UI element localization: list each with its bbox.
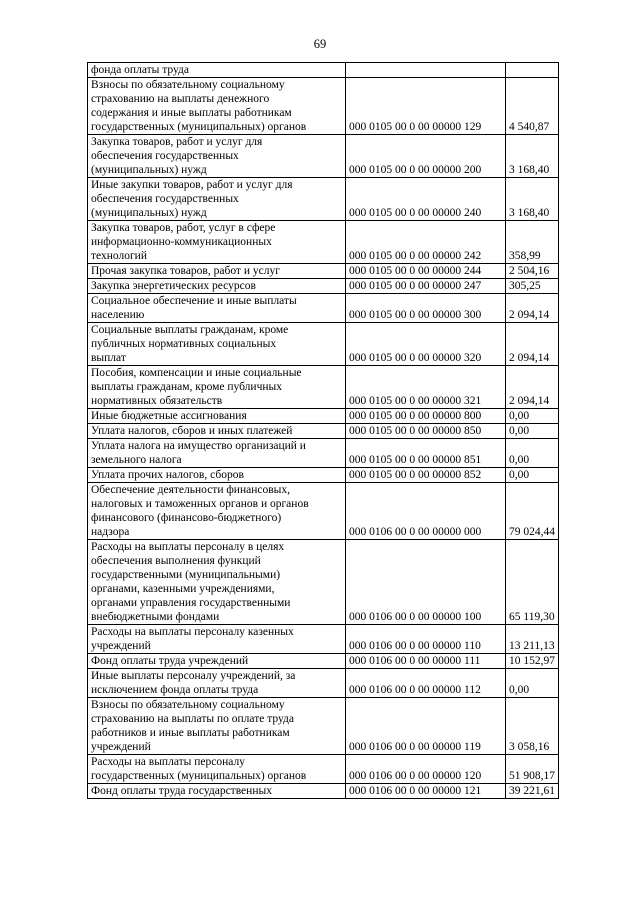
row-name-cell: Пособия, компенсации и иные социальные выплаты гражданам, кроме публичных нормативных обязательств — [88, 366, 346, 409]
table-body — [88, 63, 559, 799]
row-amount-cell: 0,00 — [506, 669, 559, 698]
row-code-cell: 000 0105 00 0 00 00000 851 — [346, 439, 506, 468]
row-amount-cell: 65 119,30 — [506, 540, 559, 625]
row-amount-cell: 3 168,40 — [506, 178, 559, 221]
row-name-cell: Иные выплаты персоналу учреждений, за исключением фонда оплаты труда — [88, 669, 346, 698]
table-row — [88, 424, 559, 439]
row-code-cell: 000 0105 00 0 00 00000 200 — [346, 135, 506, 178]
row-amount-cell: 2 094,14 — [506, 366, 559, 409]
row-amount-cell: 305,25 — [506, 279, 559, 294]
row-name-cell: Иные бюджетные ассигнования — [88, 409, 346, 424]
row-code-cell: 000 0105 00 0 00 00000 850 — [346, 424, 506, 439]
table-row — [88, 279, 559, 294]
row-amount-cell: 0,00 — [506, 468, 559, 483]
table-row — [88, 135, 559, 178]
table-row — [88, 323, 559, 366]
row-name-cell: Закупка товаров, работ и услуг для обеспечения государственных (муниципальных) нужд — [88, 135, 346, 178]
row-code-cell — [346, 63, 506, 78]
row-code-cell: 000 0105 00 0 00 00000 247 — [346, 279, 506, 294]
row-amount-cell: 2 504,16 — [506, 264, 559, 279]
row-name-cell: Обеспечение деятельности финансовых, налоговых и таможенных органов и органов финансового (финансово-бюджетного) надзора — [88, 483, 346, 540]
row-amount-cell: 0,00 — [506, 439, 559, 468]
row-code-cell: 000 0106 00 0 00 00000 111 — [346, 654, 506, 669]
row-code-cell: 000 0106 00 0 00 00000 119 — [346, 698, 506, 755]
table-row — [88, 63, 559, 78]
row-name-cell: Социальное обеспечение и иные выплаты населению — [88, 294, 346, 323]
row-name-cell: Закупка товаров, работ, услуг в сфере информационно-коммуникационных технологий — [88, 221, 346, 264]
row-code-cell: 000 0105 00 0 00 00000 244 — [346, 264, 506, 279]
row-name-cell: Иные закупки товаров, работ и услуг для обеспечения государственных (муниципальных) нужд — [88, 178, 346, 221]
row-code-cell: 000 0106 00 0 00 00000 112 — [346, 669, 506, 698]
row-amount-cell: 39 221,61 — [506, 784, 559, 799]
budget-table — [87, 62, 559, 799]
row-amount-cell: 13 211,13 — [506, 625, 559, 654]
row-amount-cell — [506, 63, 559, 78]
row-amount-cell: 3 058,16 — [506, 698, 559, 755]
table-row — [88, 178, 559, 221]
row-code-cell: 000 0106 00 0 00 00000 000 — [346, 483, 506, 540]
row-code-cell: 000 0106 00 0 00 00000 120 — [346, 755, 506, 784]
table-row — [88, 698, 559, 755]
row-code-cell: 000 0105 00 0 00 00000 129 — [346, 78, 506, 135]
row-name-cell: Закупка энергетических ресурсов — [88, 279, 346, 294]
table-row — [88, 669, 559, 698]
row-amount-cell: 79 024,44 — [506, 483, 559, 540]
row-name-cell: Расходы на выплаты персоналу в целях обеспечения выполнения функций государственными (муниципальными) органами, казенными учреждениями, органами управления государственными внебюджетными фондами — [88, 540, 346, 625]
table-row — [88, 540, 559, 625]
table-row — [88, 468, 559, 483]
table-row — [88, 784, 559, 799]
row-name-cell: Уплата налога на имущество организаций и земельного налога — [88, 439, 346, 468]
row-name-cell: Фонд оплаты труда государственных — [88, 784, 346, 799]
table-row — [88, 625, 559, 654]
row-name-cell: Расходы на выплаты персоналу казенных учреждений — [88, 625, 346, 654]
row-name-cell: Уплата налогов, сборов и иных платежей — [88, 424, 346, 439]
row-amount-cell: 0,00 — [506, 424, 559, 439]
table-row — [88, 366, 559, 409]
row-name-cell: Расходы на выплаты персоналу государственных (муниципальных) органов — [88, 755, 346, 784]
row-code-cell: 000 0106 00 0 00 00000 121 — [346, 784, 506, 799]
row-amount-cell: 4 540,87 — [506, 78, 559, 135]
table-row — [88, 654, 559, 669]
row-code-cell: 000 0105 00 0 00 00000 852 — [346, 468, 506, 483]
table-row — [88, 221, 559, 264]
row-name-cell: Взносы по обязательному социальному страхованию на выплаты денежного содержания и иные выплаты работникам государственных (муниципальных) органов — [88, 78, 346, 135]
row-name-cell: Фонд оплаты труда учреждений — [88, 654, 346, 669]
row-code-cell: 000 0106 00 0 00 00000 110 — [346, 625, 506, 654]
table-row — [88, 483, 559, 540]
row-amount-cell: 2 094,14 — [506, 323, 559, 366]
row-amount-cell: 0,00 — [506, 409, 559, 424]
table-row — [88, 439, 559, 468]
table-row — [88, 294, 559, 323]
row-amount-cell: 358,99 — [506, 221, 559, 264]
row-amount-cell: 10 152,97 — [506, 654, 559, 669]
row-amount-cell: 3 168,40 — [506, 135, 559, 178]
row-code-cell: 000 0105 00 0 00 00000 320 — [346, 323, 506, 366]
row-name-cell: Социальные выплаты гражданам, кроме публичных нормативных социальных выплат — [88, 323, 346, 366]
row-code-cell: 000 0105 00 0 00 00000 242 — [346, 221, 506, 264]
table-row — [88, 755, 559, 784]
row-code-cell: 000 0105 00 0 00 00000 321 — [346, 366, 506, 409]
row-code-cell: 000 0105 00 0 00 00000 800 — [346, 409, 506, 424]
row-code-cell: 000 0105 00 0 00 00000 240 — [346, 178, 506, 221]
table-row — [88, 78, 559, 135]
row-code-cell: 000 0105 00 0 00 00000 300 — [346, 294, 506, 323]
row-amount-cell: 51 908,17 — [506, 755, 559, 784]
row-name-cell: фонда оплаты труда — [88, 63, 346, 78]
table-row — [88, 264, 559, 279]
row-name-cell: Взносы по обязательному социальному страхованию на выплаты по оплате труда работников и иные выплаты работникам учреждений — [88, 698, 346, 755]
row-name-cell: Уплата прочих налогов, сборов — [88, 468, 346, 483]
page-number: 69 — [313, 37, 327, 51]
row-amount-cell: 2 094,14 — [506, 294, 559, 323]
row-name-cell: Прочая закупка товаров, работ и услуг — [88, 264, 346, 279]
row-code-cell: 000 0106 00 0 00 00000 100 — [346, 540, 506, 625]
table-row — [88, 409, 559, 424]
